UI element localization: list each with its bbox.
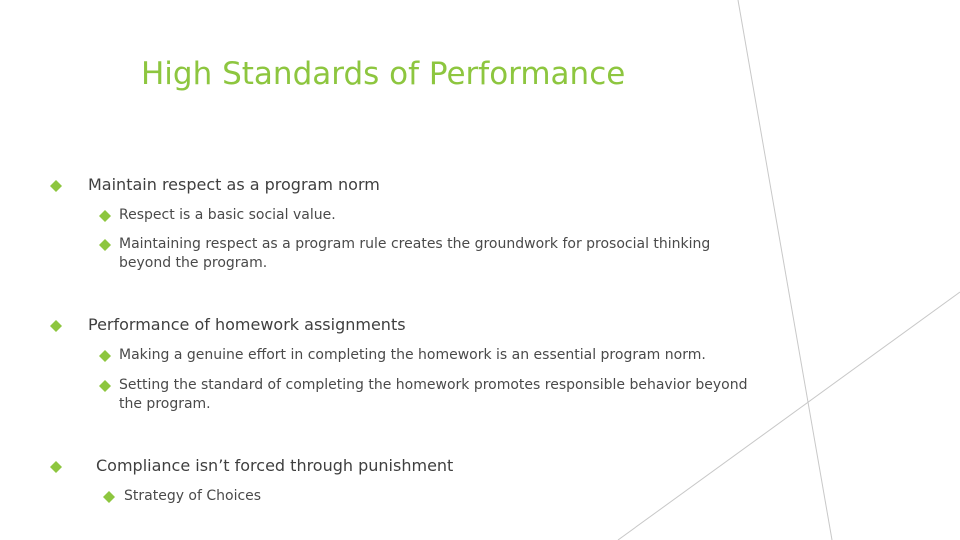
slide-title: High Standards of Performance xyxy=(141,56,626,92)
diamond-icon xyxy=(50,180,62,192)
diamond-icon xyxy=(99,380,111,392)
list-item: Making a genuine effort in completing the homework is an essential program norm. xyxy=(119,347,706,363)
list-item: Strategy of Choices xyxy=(124,488,262,504)
list-item: Setting the standard of completing the homework promotes responsible behavior beyond the program. xyxy=(119,377,748,412)
diamond-icon xyxy=(99,239,111,251)
diamond-icon xyxy=(103,491,115,503)
section-heading: Performance of homework assignments xyxy=(88,315,406,334)
section-heading: Maintain respect as a program norm xyxy=(88,175,380,194)
diamond-icon xyxy=(50,461,62,473)
diamond-icon xyxy=(99,210,111,222)
decorative-line-vertical xyxy=(738,0,832,540)
diamond-icon xyxy=(50,320,62,332)
diamond-icon xyxy=(99,350,111,362)
list-item: Maintaining respect as a program rule creates the groundwork for prosocial thinking beyond the program. xyxy=(119,236,711,271)
section-heading: Compliance isn’t forced through punishment xyxy=(96,456,454,475)
list-item: Respect is a basic social value. xyxy=(119,207,336,223)
